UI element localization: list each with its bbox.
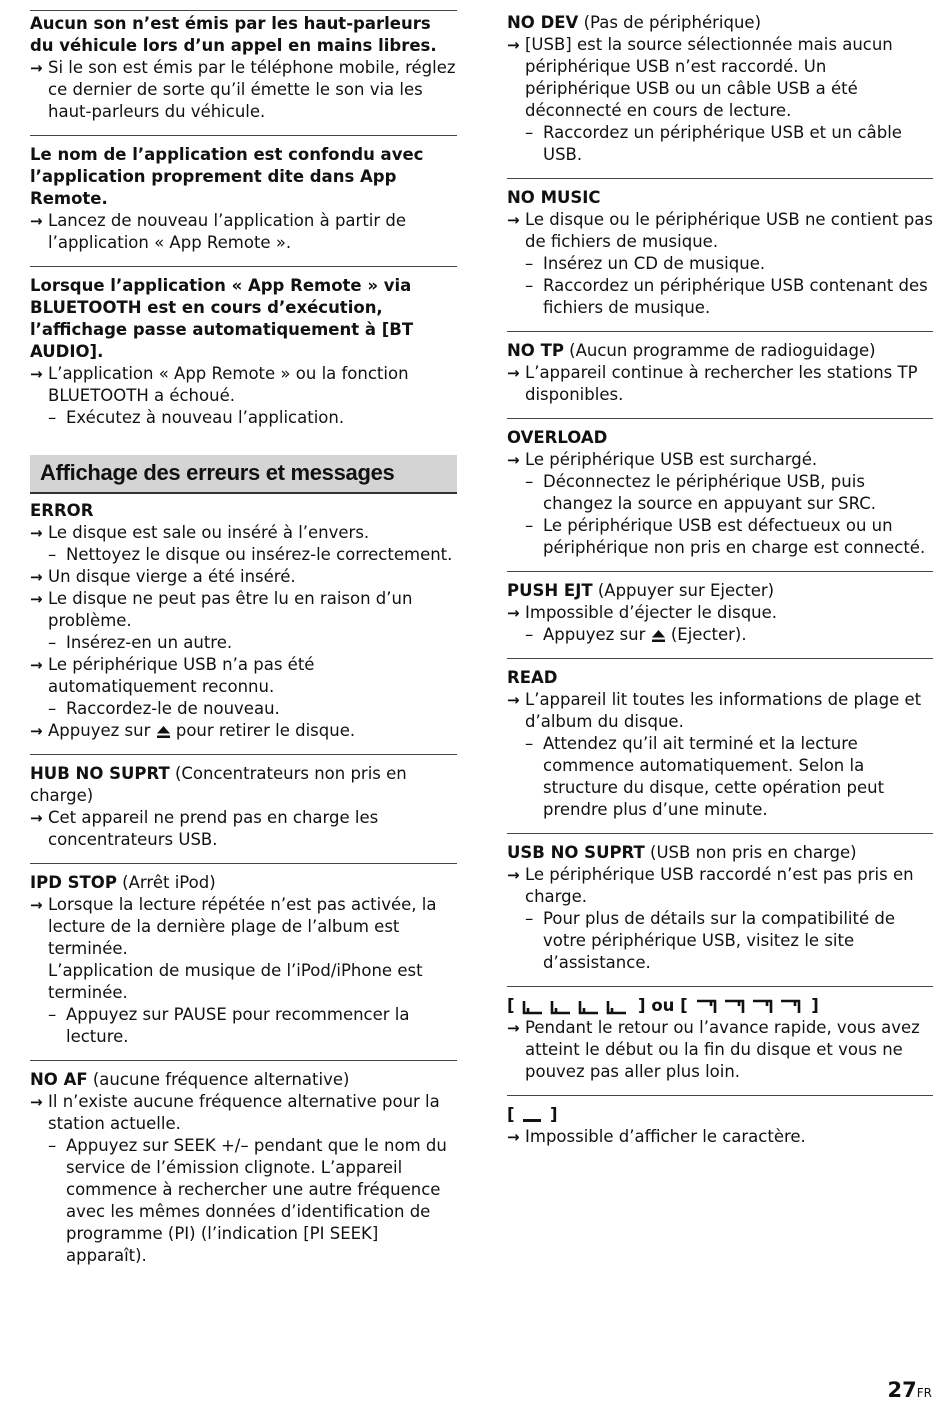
section-title: Le nom de l’application est confondu avec l’application proprement dite dans App Remote.	[30, 145, 424, 208]
section-no-sound-handsfree	[30, 10, 457, 135]
cause-line: → Il n’existe aucune fréquence alternative pour la station actuelle.	[30, 1091, 457, 1135]
page-number-value: 27	[887, 1378, 917, 1402]
code: PUSH EJT	[507, 581, 593, 600]
message-code	[507, 580, 933, 602]
text-part: (Ejecter).	[665, 625, 747, 644]
eject-icon	[156, 725, 171, 739]
bracket: [	[507, 1105, 515, 1124]
message-code	[30, 763, 457, 807]
page-number	[888, 1378, 932, 1402]
cause-line: → Lancez de nouveau l’application à partir de l’application « App Remote ».	[30, 210, 457, 254]
page-lang-suffix: FR	[916, 1386, 932, 1400]
cause-line: → Le périphérique USB est surchargé.	[507, 449, 933, 471]
code-meaning: (Appuyer sur Ejecter)	[592, 581, 775, 600]
eject-icon	[651, 629, 666, 643]
section-ipd-stop	[30, 863, 457, 1060]
message-code: ERROR	[30, 501, 94, 520]
section-app-remote-bt	[30, 266, 457, 441]
code: USB NO SUPRT	[507, 843, 645, 862]
code-meaning: (USB non pris en charge)	[644, 843, 857, 862]
code-meaning: (Aucun programme de radioguidage)	[563, 341, 876, 360]
remedy-line: – Déconnectez le périphérique USB, puis changez la source en appuyant sur SRC.	[507, 471, 933, 515]
cause-line: → Le périphérique USB raccordé n’est pas pris en charge.	[507, 864, 933, 908]
remedy-line	[507, 624, 933, 646]
bracket: ]	[811, 996, 819, 1015]
cause-line: → Impossible d’éjecter le disque.	[507, 602, 933, 624]
cause-line: → Pendant le retour ou l’avance rapide, vous avez atteint le début ou la fin du disque et vous ne pouvez pas aller plus loin.	[507, 1017, 933, 1083]
message-code	[507, 12, 933, 34]
bracket: ]	[550, 1105, 558, 1124]
message-code	[507, 1104, 933, 1126]
section-no-music	[507, 178, 933, 331]
remedy-line: – Appuyez sur PAUSE pour recommencer la lecture.	[30, 1004, 457, 1048]
message-code: OVERLOAD	[507, 428, 608, 447]
message-code	[30, 1069, 457, 1091]
code: IPD STOP	[30, 873, 117, 892]
remedy-line: – Attendez qu’il ait terminé et la lecture commence automatiquement. Selon la structure du disque, cette opération peut prendre plus d’une minute.	[507, 733, 933, 821]
remedy-line: – Raccordez-le de nouveau.	[30, 698, 457, 720]
bracket: [	[507, 996, 515, 1015]
cause-line: → Le périphérique USB n’a pas été automatiquement reconnu.	[30, 654, 457, 698]
code: NO AF	[30, 1070, 88, 1089]
code-meaning: (Concentrateurs non pris en charge)	[30, 764, 407, 805]
remedy-line: – Le périphérique USB est défectueux ou un périphérique non pris en charge est connecté.	[507, 515, 933, 559]
underscore-char-icon	[520, 1108, 544, 1124]
remedy-line: – Insérez un CD de musique.	[507, 253, 933, 275]
cause-line: → Cet appareil ne prend pas en charge les concentrateurs USB.	[30, 807, 457, 851]
section-hub-no-suprt	[30, 754, 457, 863]
remedy-line: – Exécutez à nouveau l’application.	[30, 407, 457, 429]
code-meaning: (Pas de périphérique)	[578, 13, 762, 32]
cause-line: → Le disque ne peut pas être lu en raison d’un problème.	[30, 588, 457, 632]
cause-line: → Un disque vierge a été inséré.	[30, 566, 457, 588]
cause-line: → L’appareil continue à rechercher les stations TP disponibles.	[507, 362, 933, 406]
section-seek-limit	[507, 986, 933, 1095]
message-code	[30, 872, 457, 894]
text-part: Appuyez sur	[543, 625, 651, 644]
section-no-dev	[507, 10, 933, 178]
section-overload	[507, 418, 933, 571]
code-meaning: (aucune fréquence alternative)	[87, 1070, 350, 1089]
section-title: Aucun son n’est émis par les haut-parleurs du véhicule lors d’un appel en mains libres.	[30, 14, 437, 55]
cause-line	[30, 720, 457, 742]
remedy-line: – Insérez-en un autre.	[30, 632, 457, 654]
code: NO DEV	[507, 13, 579, 32]
cause-line: → Si le son est émis par le téléphone mobile, réglez ce dernier de sorte qu’il émette le son via les haut-parleurs du véhicule.	[30, 57, 457, 123]
code: HUB NO SUPRT	[30, 764, 170, 783]
section-app-name-confused	[30, 135, 457, 266]
cause-line: → Impossible d’afficher le caractère.	[507, 1126, 933, 1148]
remedy-line: – Raccordez un périphérique USB et un câble USB.	[507, 122, 933, 166]
cause-line: → L’appareil lit toutes les informations de plage et d’album du disque.	[507, 689, 933, 733]
left-column	[30, 10, 457, 1279]
section-no-af	[30, 1060, 457, 1279]
message-code	[507, 995, 933, 1017]
remedy-line: – Raccordez un périphérique USB contenant des fichiers de musique.	[507, 275, 933, 319]
cause-line: → Lorsque la lecture répétée n’est pas activée, la lecture de la dernière plage de l’album est terminée.	[30, 894, 457, 960]
cause-line: → Le disque est sale ou inséré à l’envers.	[30, 522, 457, 544]
track-end-icon	[693, 999, 805, 1015]
cause-line: → L’application « App Remote » ou la fonction BLUETOOTH a échoué.	[30, 363, 457, 407]
message-code: READ	[507, 668, 558, 687]
section-title: Lorsque l’application « App Remote » via BLUETOOTH est en cours d’exécution, l’affichage passe automatiquement à [BT AUDIO].	[30, 276, 414, 361]
code: NO TP	[507, 341, 564, 360]
message-code: NO MUSIC	[507, 188, 601, 207]
section-usb-no-suprt	[507, 833, 933, 986]
track-start-icon	[520, 999, 632, 1015]
section-push-ejt	[507, 571, 933, 658]
bracket-or: ] ou [	[638, 996, 688, 1015]
remedy-line: – Nettoyez le disque ou insérez-le correctement.	[30, 544, 457, 566]
cause-line: → [USB] est la source sélectionnée mais aucun périphérique USB n’est raccordé. Un périphérique USB ou un câble USB a été déconnecté en cours de lecture.	[507, 34, 933, 122]
message-code	[507, 340, 933, 362]
remedy-line: – Pour plus de détails sur la compatibilité de votre périphérique USB, visitez le site d’assistance.	[507, 908, 933, 974]
section-error	[30, 500, 457, 754]
code-meaning: (Arrêt iPod)	[116, 873, 216, 892]
message-code	[507, 842, 933, 864]
cause-line: → Le disque ou le périphérique USB ne contient pas de fichiers de musique.	[507, 209, 933, 253]
section-heading: Affichage des erreurs et messages	[30, 455, 457, 494]
text-part: Appuyez sur	[48, 721, 156, 740]
section-no-tp	[507, 331, 933, 418]
right-column	[507, 10, 933, 1160]
text-part: pour retirer le disque.	[170, 721, 356, 740]
remedy-line: – Appuyez sur SEEK +/– pendant que le nom du service de l’émission clignote. L’appareil commence à rechercher une autre fréquence avec les mêmes données d’identification de programme (PI) (l’indication [PI SEEK] apparaît).	[30, 1135, 457, 1267]
section-read	[507, 658, 933, 833]
cause-line-cont: L’application de musique de l’iPod/iPhone est terminée.	[48, 961, 423, 1002]
section-char	[507, 1095, 933, 1160]
